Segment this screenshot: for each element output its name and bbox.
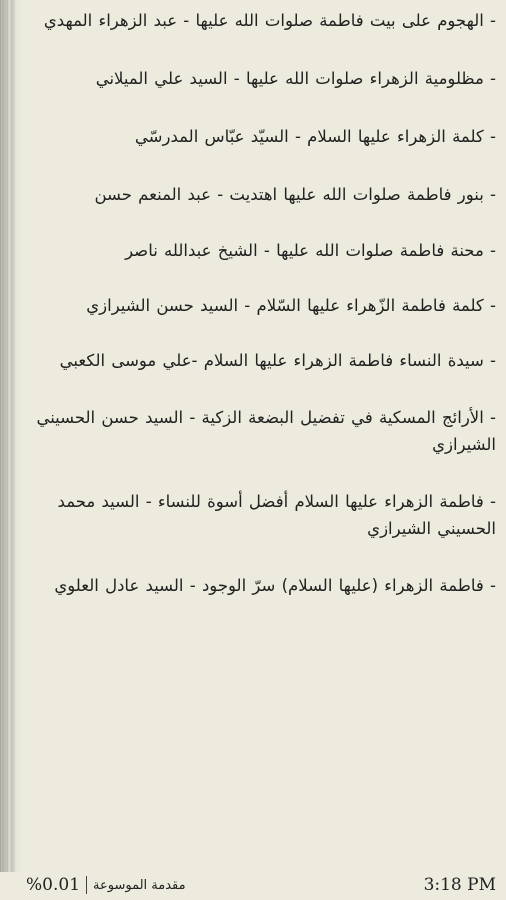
list-item: - محنة فاطمة صلوات الله عليها - الشيخ عبدالله ناصر — [125, 241, 496, 260]
list-item: - كلمة الزهراء عليها السلام - السيّد عبّاس المدرسّي — [134, 127, 496, 146]
reader-status-bar — [0, 872, 506, 900]
chapter-title: مقدمة الموسوعة — [93, 877, 186, 893]
list-item: - كلمة فاطمة الزّهراء عليها السّلام - السيد حسن الشيرازي — [86, 296, 496, 315]
progress-percent: %0.01 — [26, 875, 81, 895]
page-stack-edge — [0, 0, 22, 872]
status-divider — [86, 876, 87, 894]
clock: 3:18 PM — [423, 875, 496, 895]
reading-position — [26, 875, 186, 895]
list-item: - سيدة النساء فاطمة الزهراء عليها السلام -علي موسى الكعبي — [59, 351, 496, 370]
list-item: - مظلومية الزهراء صلوات الله عليها - السيد علي الميلاني — [95, 69, 496, 88]
list-item: - فاطمة الزهراء (عليها السلام) سرّ الوجود - السيد عادل العلوي — [54, 576, 496, 595]
list-item: - الأرائج المسكية في تفضيل البضعة الزكية - السيد حسن الحسيني الشيرازي — [36, 408, 496, 454]
book-page-content[interactable] — [24, 0, 496, 872]
list-item: - الهجوم على بيت فاطمة صلوات الله عليها - عبد الزهراء المهدي — [43, 11, 496, 30]
list-item: - فاطمة الزهراء عليها السلام أفضل أسوة للنساء - السيد محمد الحسيني الشيرازي — [57, 492, 496, 538]
list-item: - بنور فاطمة صلوات الله عليها اهتديت - عبد المنعم حسن — [94, 185, 496, 204]
